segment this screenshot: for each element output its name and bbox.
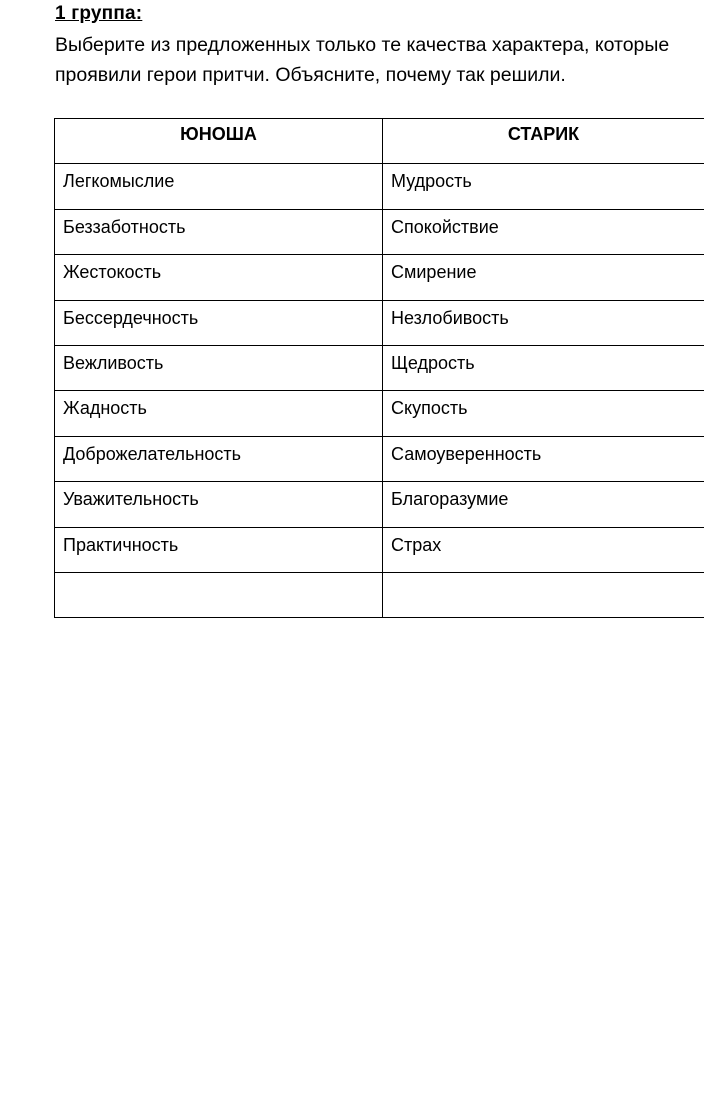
table-row: [55, 436, 704, 481]
table-row: [55, 209, 704, 254]
table-row: [55, 345, 704, 390]
task-instruction: Выберите из предложенных только те качества характера, которые проявили герои притчи. Объясните, почему так решили.: [55, 34, 670, 86]
youth-quality-cell-empty: [55, 572, 383, 617]
old-man-quality-cell-empty: [383, 572, 704, 617]
table-header-row: [55, 119, 704, 164]
youth-quality-cell: Уважительность: [55, 482, 383, 527]
old-man-quality-cell: Благоразумие: [383, 482, 704, 527]
old-man-quality-cell: Незлобивость: [383, 300, 704, 345]
old-man-quality-cell: Спокойствие: [383, 209, 704, 254]
table-row-empty: [55, 572, 704, 617]
column-header-youth: ЮНОША: [55, 119, 383, 164]
table-row: [55, 391, 704, 436]
old-man-quality-cell: Скупость: [383, 391, 704, 436]
old-man-quality-cell: Щедрость: [383, 345, 704, 390]
youth-quality-cell: Практичность: [55, 527, 383, 572]
old-man-quality-cell: Страх: [383, 527, 704, 572]
table-row: [55, 164, 704, 209]
old-man-quality-cell: Мудрость: [383, 164, 704, 209]
group-heading: 1 группа:: [55, 3, 143, 24]
table-row: [55, 482, 704, 527]
youth-quality-cell: Беззаботность: [55, 209, 383, 254]
youth-quality-cell: Жестокость: [55, 255, 383, 300]
youth-quality-cell: Легкомыслие: [55, 164, 383, 209]
youth-quality-cell: Вежливость: [55, 345, 383, 390]
youth-quality-cell: Доброжелательность: [55, 436, 383, 481]
table-row: [55, 527, 704, 572]
table-row: [55, 300, 704, 345]
qualities-table: [54, 118, 704, 618]
old-man-quality-cell: Смирение: [383, 255, 704, 300]
youth-quality-cell: Жадность: [55, 391, 383, 436]
old-man-quality-cell: Самоуверенность: [383, 436, 704, 481]
table-row: [55, 255, 704, 300]
youth-quality-cell: Бессердечность: [55, 300, 383, 345]
column-header-old-man: СТАРИК: [383, 119, 704, 164]
